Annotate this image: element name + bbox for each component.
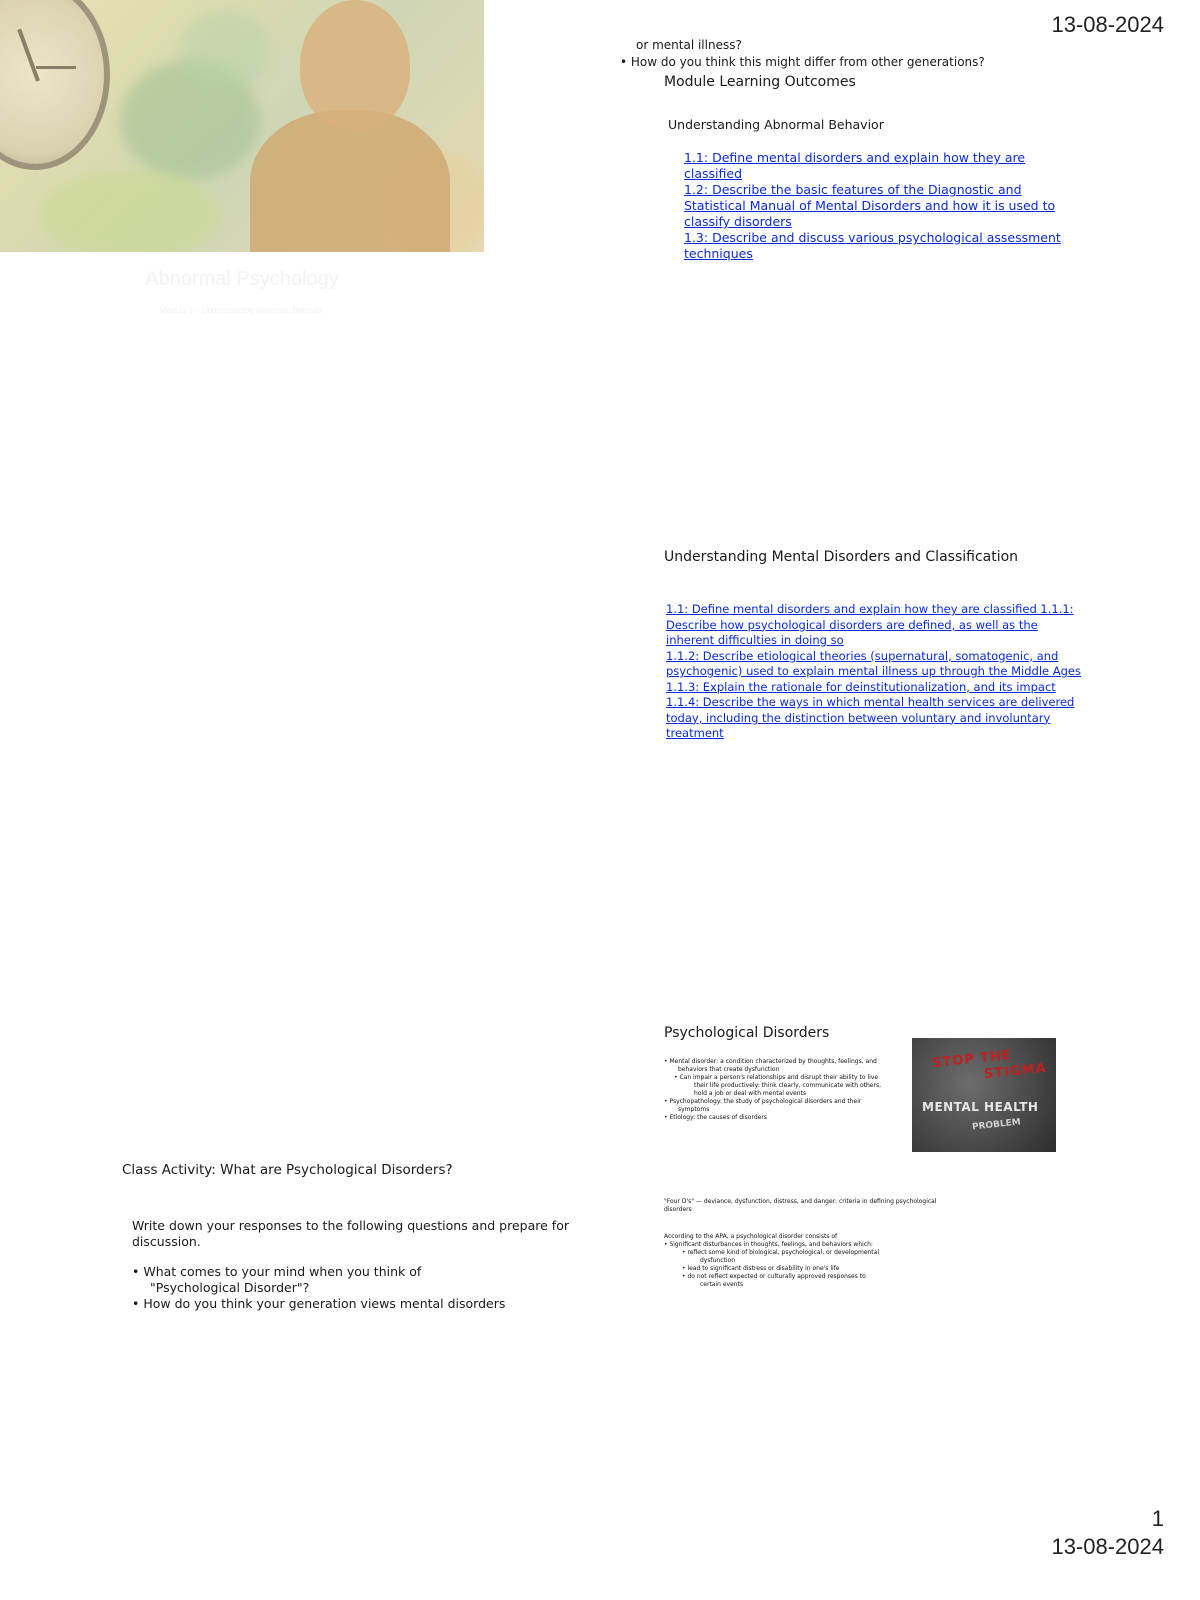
clock-icon bbox=[0, 0, 110, 170]
classification-link[interactable]: 1.1.4: Describe the ways in which mental health services are delivered today, including the distinction between voluntary and involuntary treatment bbox=[666, 695, 1075, 740]
list-item: certain events bbox=[700, 1281, 744, 1288]
dsm-definition bbox=[664, 1233, 984, 1289]
psych-disorders-heading: Psychological Disorders bbox=[664, 1025, 830, 1041]
page-number: 1 bbox=[1151, 1506, 1164, 1531]
list-item: According to the APA, a psychological disorder consists of bbox=[664, 1233, 838, 1240]
class-activity-heading: Class Activity: What are Psychological Disorders? bbox=[122, 1162, 453, 1178]
list-item: • reflect some kind of biological, psychological, or developmental bbox=[682, 1249, 880, 1256]
list-item: symptoms bbox=[678, 1106, 710, 1113]
list-item: • lead to significant distress or disability in one's life bbox=[682, 1265, 840, 1272]
image-text: MENTAL HEALTH bbox=[922, 1100, 1039, 1114]
stop-the-stigma-image bbox=[912, 1038, 1056, 1152]
header-date: 13-08-2024 bbox=[1051, 12, 1164, 37]
classification-heading: Understanding Mental Disorders and Classification bbox=[664, 549, 1019, 565]
four-ds-text: "Four D's" — deviance, dysfunction, distress, and danger: criteria in defining psychological disorders bbox=[664, 1198, 937, 1213]
image-text: STOP THE bbox=[931, 1047, 1013, 1072]
list-item: • How do you think your generation views mental disorders bbox=[132, 1296, 506, 1311]
list-item: • Mental disorder: a condition characterized by thoughts, feelings, and bbox=[664, 1058, 877, 1065]
list-item: • Significant disturbances in thoughts, feelings, and behaviors which: bbox=[664, 1241, 873, 1248]
list-item: their life productively: think clearly, communicate with others, bbox=[694, 1082, 881, 1089]
outcome-link[interactable]: 1.3: Describe and discuss various psychological assessment techniques bbox=[684, 230, 1061, 261]
list-item: hold a job or deal with mental events bbox=[694, 1090, 807, 1097]
class-activity-intro: Write down your responses to the following questions and prepare for discussion. bbox=[132, 1218, 569, 1249]
classification-link[interactable]: 1.1: Define mental disorders and explain how they are classified 1.1.1: Describe how psychological disorders are defined, as well as the inherent difficulties in doing so bbox=[666, 602, 1074, 647]
list-item: behaviors that create dysfunction bbox=[678, 1066, 780, 1073]
fragment-line-1: or mental illness? bbox=[636, 38, 742, 52]
list-item: • Etiology: the causes of disorders bbox=[664, 1114, 767, 1121]
class-activity-body bbox=[132, 1218, 592, 1312]
outcome-link[interactable]: 1.1: Define mental disorders and explain how they are classified bbox=[684, 150, 1026, 181]
list-item: • What comes to your mind when you think of bbox=[132, 1264, 422, 1279]
list-item: dysfunction bbox=[700, 1257, 735, 1264]
list-item: "Psychological Disorder"? bbox=[150, 1280, 310, 1295]
learning-outcomes-subheading: Understanding Abnormal Behavior bbox=[668, 117, 884, 132]
person-silhouette bbox=[250, 110, 450, 252]
classification-list bbox=[666, 602, 1086, 742]
image-text: PROBLEM bbox=[971, 1117, 1022, 1133]
list-item: • do not reflect expected or culturally approved responses to bbox=[682, 1273, 866, 1280]
list-item: • Psychopathology: the study of psychological disorders and their bbox=[664, 1098, 862, 1105]
psych-disorders-bullets bbox=[664, 1058, 914, 1122]
learning-outcomes-heading: Module Learning Outcomes bbox=[664, 74, 856, 90]
classification-link[interactable]: 1.1.3: Explain the rationale for deinstitutionalization, and its impact bbox=[666, 679, 1056, 694]
title-slide-image bbox=[0, 0, 484, 252]
image-text: STIGMA bbox=[983, 1060, 1048, 1083]
classification-link[interactable]: 1.1.2: Describe etiological theories (supernatural, somatogenic, and psychogenic) used to explain mental illness up through the Middle Ages bbox=[666, 648, 1081, 678]
outcome-link[interactable]: 1.2: Describe the basic features of the Diagnostic and Statistical Manual of Mental Disorders and how it is used to classify disorders bbox=[684, 182, 1056, 229]
fragment-line-2: • How do you think this might differ from other generations? bbox=[620, 55, 985, 69]
footer-date: 13-08-2024 bbox=[1051, 1534, 1164, 1559]
learning-outcomes-list bbox=[684, 150, 1084, 262]
list-item: • Can impair a person's relationships and disrupt their ability to live bbox=[674, 1074, 879, 1081]
title-slide-subtitle: Module 1 – Understanding Abnormal Behavior bbox=[160, 306, 324, 315]
title-slide-title: Abnormal Psychology bbox=[145, 268, 339, 290]
